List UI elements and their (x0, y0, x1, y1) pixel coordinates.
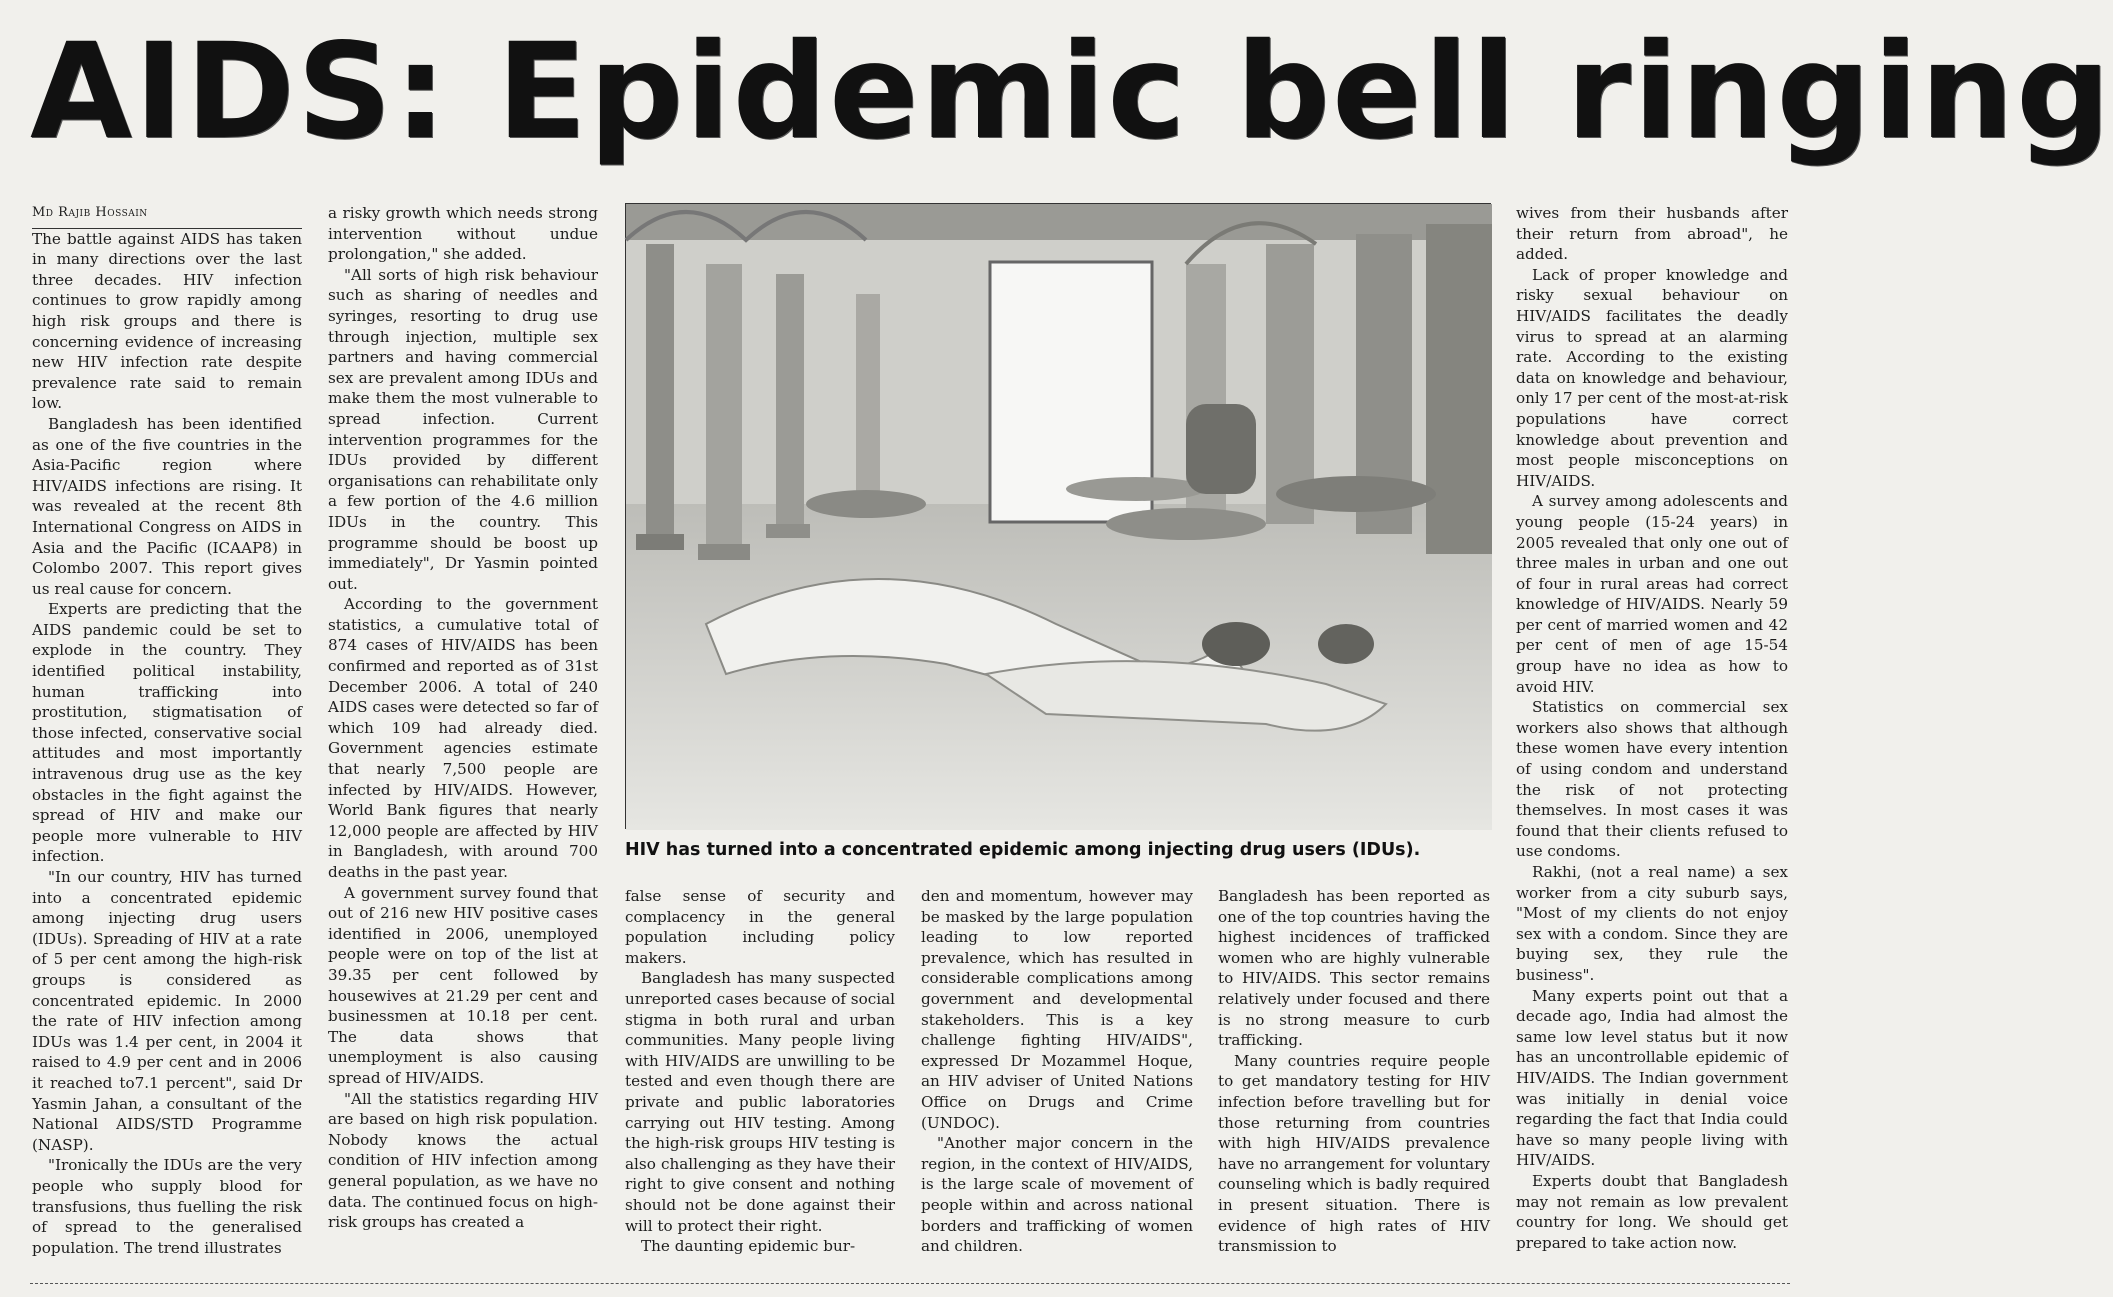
paragraph: "All sorts of high risk behaviour such as sharing of needles and syringes, resorting to drug use through injection, multiple sex partners and having commercial sex are prevalent among IDUs and make them the most vulnerable to spread infection. Current intervention programmes for the IDUs provided by different organisations can rehabilitate only a few portion of the 4.6 million IDUs in the country. This programme should be boost up immediately", Dr Yasmin pointed out. (328, 265, 598, 593)
paragraph: Experts are predicting that the AIDS pandemic could be set to explode in the country. They identified political instability, human trafficking into prostitution, stigmatisation of those infected, conservative social attitudes and most importantly intravenous drug use as the key obstacles in the fight against the spread of HIV and make our people more vulnerable to HIV infection. (32, 600, 302, 866)
paragraph: The battle against AIDS has taken in many directions over the last three decades. HIV infection continues to grow rapidly among high risk groups and there is concerning evidence of increasing new HIV infection rate despite prevalence rate said to remain low. (32, 229, 302, 413)
paragraph: Bangladesh has many suspected unreported cases because of social stigma in both rural and urban communities. Many people living with HIV/AIDS are unwilling to be tested and even though there are private and public laboratories carrying out HIV testing. Among the high-risk groups HIV testing is also challenging as they have their right to give consent and nothing should not be done against their will to protect their right. (625, 969, 896, 1235)
paragraph: Lack of proper knowledge and risky sexual behaviour on HIV/AIDS facilitates the deadly virus to spread at an alarming rate. According to the existing data on knowledge and behaviour, only 17 per cent of the most-at-risk populations have correct knowledge about prevention and most people misconceptions on HIV/AIDS. (1516, 265, 1788, 490)
paragraph: Experts doubt that Bangladesh may not remain as low prevalent country for long. We should get prepared to take action now. (1516, 1171, 1788, 1252)
paragraph: The daunting epidemic bur- (641, 1237, 856, 1256)
article-column-5 (1218, 886, 1490, 1278)
article-column-4 (921, 886, 1193, 1278)
paragraph: A government survey found that out of 216 new HIV positive cases identified in 2006, unemployed people were on top of the list at 39.35 per cent followed by housewives at 21.29 per cent and businessmen at 10.18 per cent. The data shows that unemployment is also causing spread of HIV/AIDS. (328, 883, 598, 1087)
paragraph: "In our country, HIV has turned into a concentrated epidemic among injecting drug users (IDUs). Spreading of HIV at a rate of 5 per cent among the high-risk groups is considered as concentrated epidemic. In 2000 the rate of HIV infection among IDUs was 1.4 per cent, in 2004 it raised to 4.9 per cent and in 2006 it reached to7.1 percent", said Dr Yasmin Jahan, a consultant of the National AIDS/STD Programme (NASP). (32, 868, 302, 1154)
paragraph: a risky growth which needs strong intervention without undue prolongation," she added. (328, 204, 598, 264)
article-column-6 (1516, 203, 1788, 1278)
article-column-2 (328, 203, 598, 1278)
paragraph: "Another major concern in the region, in the context of HIV/AIDS, is the large scale of movement of people within and across national borders and trafficking of women and children. (921, 1134, 1193, 1256)
paragraph: According to the government statistics, a cumulative total of 874 cases of HIV/AIDS has been confirmed and reported as of 31st December 2006. A total of 240 AIDS cases were detected so far of which 109 had already died. Government agencies estimate that nearly 7,500 people are infected by HIV/AIDS. However, World Bank figures that nearly 12,000 people are affected by HIV in Bangladesh, with around 700 deaths in the past year. (328, 595, 598, 881)
photo-caption: HIV has turned into a concentrated epidemic among injecting drug users (IDUs). (625, 840, 1421, 860)
headline: AIDS: Epidemic bell ringing (30, 15, 2113, 169)
paragraph: false sense of security and complacency in the general population including policy makers. (625, 887, 895, 967)
paragraph: "Ironically the IDUs are the very people who supply blood for transfusions, thus fuelling the risk of spread to the generalised population. The trend illustrates (32, 1156, 302, 1257)
paragraph: Rakhi, (not a real name) a sex worker from a city suburb says, "Most of my clients do not enjoy sex with a condom. Since they are buying sex, they rule the business". (1516, 863, 1788, 984)
photo-illustration (626, 204, 1492, 830)
paragraph: "All the statistics regarding HIV are based on high risk population. Nobody knows the actual condition of HIV infection among general population, as we have no data. The continued focus on high-risk groups has created a (328, 1089, 598, 1232)
paragraph: A survey among adolescents and young people (15-24 years) in 2005 revealed that only one out of three males in urban and one out of four in rural areas had correct knowledge of HIV/AIDS. Nearly 59 per cent of married women and 42 per cent of men of age 15-54 group have no idea as how to avoid HIV. (1516, 492, 1788, 696)
article-column-1 (32, 203, 302, 1278)
paragraph: Many countries require people to get mandatory testing for HIV infection before travelling but for those returning from countries with high HIV/AIDS prevalence have no arrangement for voluntary counseling which is badly required in present situation. There is evidence of high rates of HIV transmission to (1218, 1051, 1490, 1256)
paragraph: Bangladesh has been reported as one of the top countries having the highest incidences of trafficked women who are highly vulnerable to HIV/AIDS. This sector remains relatively under focused and there is no strong measure to curb trafficking. (1218, 887, 1490, 1050)
paragraph: Bangladesh has been identified as one of the five countries in the Asia-Pacific region where HIV/AIDS infections are rising. It was revealed at the recent 8th International Congress on AIDS in Asia and the Pacific (ICAAP8) in Colombo 2007. This report gives us real cause for concern. (32, 414, 302, 598)
bottom-rule (30, 1283, 1790, 1284)
paragraph: den and momentum, however may be masked by the large population leading to low reported prevalence, which has resulted in considerable complications among government and developmental stakeholders. This is a key challenge fighting HIV/AIDS", expressed Dr Mozammel Hoque, an HIV adviser of United Nations Office on Drugs and Crime (UNDOC). (921, 887, 1193, 1132)
paragraph: Many experts point out that a decade ago, India had almost the same low level status but it now has an uncontrollable epidemic of HIV/AIDS. The Indian government was initially in denial voice regarding the fact that India could have so many people living with HIV/AIDS. (1516, 986, 1788, 1170)
article-photo (625, 203, 1491, 829)
byline: Md Rajib Hossain (32, 203, 302, 229)
paragraph: Statistics on commercial sex workers also shows that although these women have every intention of using condom and understand the risk of not protecting themselves. In most cases it was found that their clients refused to use condoms. (1516, 698, 1788, 861)
paragraph: wives from their husbands after their return from abroad", he added. (1516, 204, 1788, 264)
article-column-3 (625, 886, 895, 1278)
